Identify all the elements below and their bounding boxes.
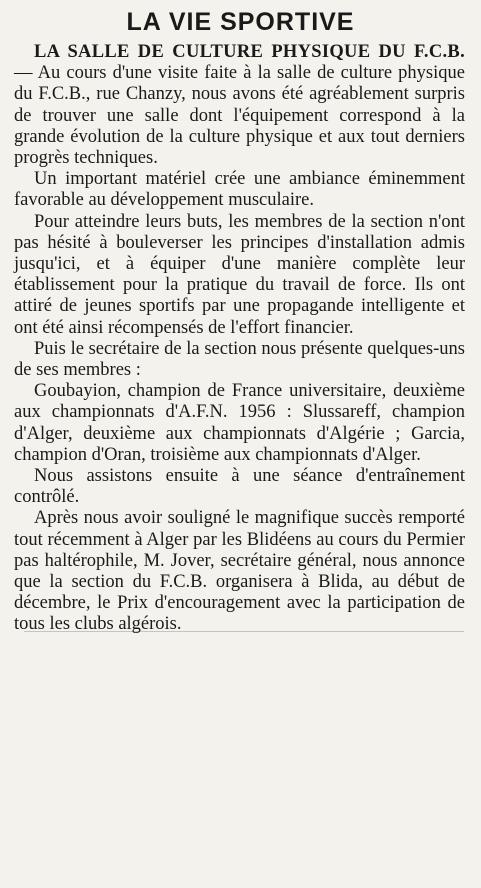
article-lead-title: LA SALLE DE CULTURE PHYSIQUE DU F.C.B. xyxy=(34,42,465,62)
page-fold-line xyxy=(24,631,464,632)
article-paragraph-6: Nous assistons ensuite à une séance d'entraînement contrôlé. xyxy=(14,466,465,508)
article-paragraph-1 xyxy=(14,42,465,169)
article-lead-text: — Au cours d'une visite faite à la salle de culture physique du F.C.B., rue Chanzy, nous avons été agréablement surpris de trouver une salle dont l'équipement correspond à la grande évolution de la culture physique et aux tout derniers progrès techniques. xyxy=(14,63,465,169)
section-headline: LA VIE SPORTIVE xyxy=(126,8,355,36)
article-paragraph-5: Goubayion, champion de France universitaire, deuxième aux championnats d'A.F.N. 1956 : Slussareff, champion d'Alger, deuxième aux championnats d'Algérie ; Garcia, champion d'Oran, troisième aux championnats d'Alger. xyxy=(14,381,465,465)
article-paragraph-4: Puis le secrétaire de la section nous présente quelques-uns de ses membres : xyxy=(14,338,465,381)
article-body xyxy=(14,42,465,636)
article-paragraph-3: Pour atteindre leurs buts, les membres de la section n'ont pas hésité à bouleverser les principes d'installation admis jusqu'ici, et à équiper d'une manière complète leur établissement pour la pratique du travail de force. Ils ont attiré de jeunes sportifs par une propagande intelligente et ont été ainsi récompensés de l'effort financier. xyxy=(14,211,465,338)
article-paragraph-7: Après nous avoir souligné le magnifique succès remporté tout récemment à Alger par les Blidéens au cours du Permier pas haltérophile, M. Jover, secrétaire général, nous annonce que la section du F.C.B. organisera à Blida, au début de décembre, le Prix d'encouragement avec la participation de tous les clubs algérois. xyxy=(14,508,465,635)
article-paragraph-2: Un important matériel crée une ambiance éminemment favorable au développement musculaire. xyxy=(14,169,465,211)
